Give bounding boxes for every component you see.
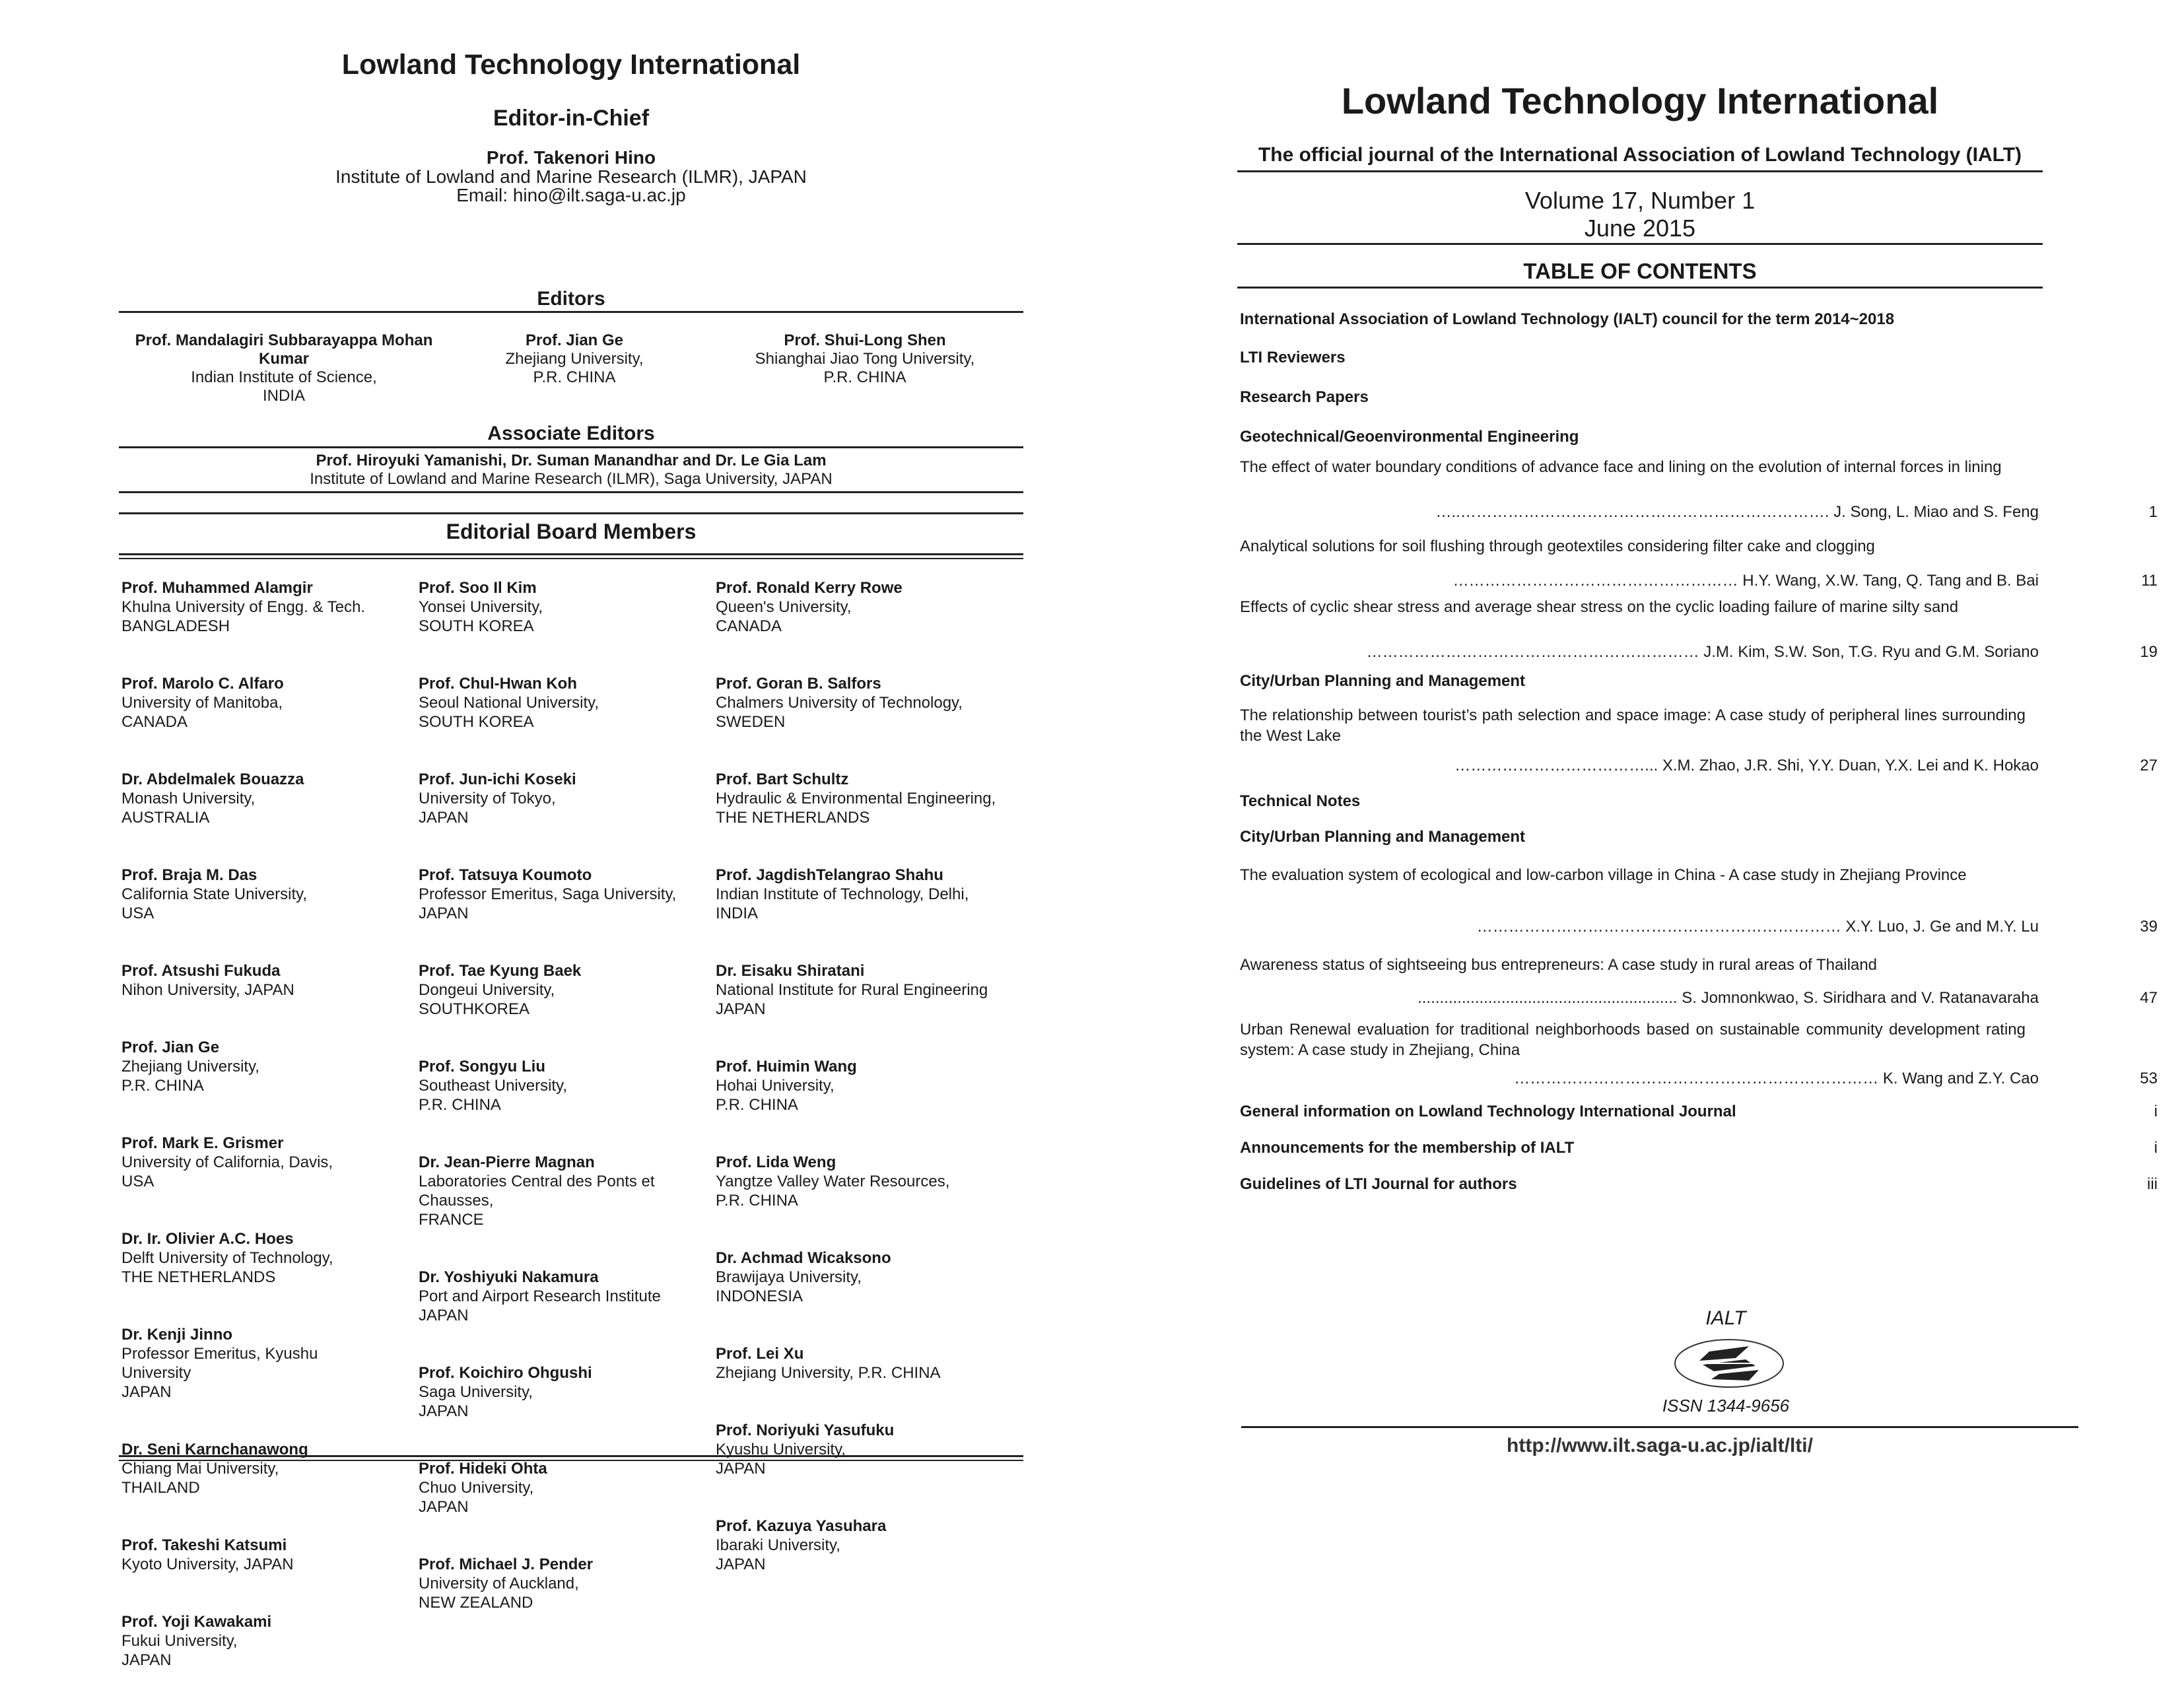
board-member-name: Prof. Huimin Wang [716, 1058, 857, 1076]
board-member-name: Dr. Jean-Pierre Magnan [419, 1153, 595, 1171]
right-page [1092, 0, 2184, 1544]
toc-section-city: City/Urban Planning and Management [1240, 828, 1526, 846]
board-member-affiliation: SOUTH KOREA [419, 617, 534, 635]
toc-paper-title[interactable]: Awareness status of sightseeing bus entrepreneurs: A case study in rural areas of Thailand [1240, 956, 1878, 974]
board-member-name: Prof. Michael J. Pender [419, 1555, 594, 1573]
board-member-affiliation: Laboratories Central des Ponts et [419, 1173, 655, 1190]
board-member-affiliation: BANGLADESH [121, 617, 230, 635]
editor-affiliation: Shianghai Jiao Tong University, [755, 350, 975, 368]
board-member [716, 1153, 1033, 1210]
board-member-affiliation: Nihon University, JAPAN [121, 981, 294, 999]
toc-paper-authors: ………………………………... X.M. Zhao, J.R. Shi, Y.Y. Duan, Y.X. Lei and K. Hokao [1454, 757, 2039, 774]
board-member-affiliation: JAPAN [419, 1307, 469, 1324]
board-member-name: Prof. Hideki Ohta [419, 1460, 547, 1478]
editor-in-chief-name: Prof. Takenori Hino [486, 147, 656, 168]
board-member-affiliation: JAPAN [716, 1000, 766, 1018]
editor-affiliation: Zhejiang University, [505, 350, 644, 368]
ialt-logo-text: IALT [1705, 1307, 1746, 1329]
board-member [121, 770, 412, 827]
editor-in-chief-email[interactable]: Email: hino@ilt.saga-u.ac.jp [456, 185, 686, 205]
editor-item [132, 331, 436, 405]
board-member-affiliation: Chausses, [419, 1192, 494, 1210]
editor-name: Prof. Jian Ge [525, 331, 624, 349]
board-member-affiliation: Chiang Mai University, [121, 1460, 279, 1478]
board-member-name: Prof. Muhammed Alamgir [121, 579, 313, 597]
toc-paper-authors: ........................................................... S. Jomnonkwao, S. Siridhara and V. Ratanavaraha [1417, 989, 2039, 1007]
board-member-name: Prof. JagdishTelangrao Shahu [716, 866, 943, 884]
editor-country: INDIA [262, 387, 305, 405]
board-member-name: Prof. Songyu Liu [419, 1058, 545, 1076]
board-member-name: Dr. Eisaku Shiratani [716, 962, 865, 980]
editor-item [469, 331, 680, 387]
board-member-affiliation: THE NETHERLANDS [121, 1268, 276, 1286]
toc-paper-title[interactable]: The relationship between tourist’s path selection and space image: A case study of peripheral lines surrounding the West Lake [1240, 706, 2026, 745]
board-column-1 [121, 578, 412, 1708]
board-column-2 [419, 578, 709, 1651]
board-member-affiliation: FRANCE [419, 1211, 484, 1229]
board-member-affiliation: Monash University, [121, 790, 256, 807]
board-member-affiliation: SOUTHKOREA [419, 1000, 530, 1018]
board-member-affiliation: Seoul National University, [419, 694, 599, 712]
board-member-affiliation: Yonsei University, [419, 598, 543, 616]
board-member [716, 1344, 1033, 1383]
official-journal-line: The official journal of the International Association of Lowland Technology (IALT) [1258, 144, 2022, 166]
board-member-name: Prof. Braja M. Das [121, 866, 257, 884]
toc-paper-title[interactable]: Urban Renewal evaluation for traditional neighborhoods based on sustainable community development rating system: A case study in Zhejiang, China [1240, 1021, 2026, 1059]
editor-name-cont: Kumar [258, 350, 310, 368]
toc-technical-notes: Technical Notes [1240, 792, 1361, 810]
journal-title: Lowland Technology International [1341, 80, 1939, 121]
toc-paper-title[interactable]: Analytical solutions for soil flushing through geotextiles considering filter cake and clogging [1240, 537, 1875, 555]
board-rule-bottom-1 [119, 1455, 1023, 1457]
board-column-3 [716, 578, 1033, 1612]
board-member [716, 1517, 1033, 1574]
board-member [716, 674, 1033, 732]
editor-country: P.R. CHINA [533, 368, 616, 386]
board-member [121, 1440, 412, 1497]
board-member-affiliation: USA [121, 1173, 154, 1190]
toc-page-number: 53 [2140, 1070, 2158, 1087]
board-heading: Editorial Board Members [446, 520, 697, 543]
editors-heading: Editors [537, 288, 605, 310]
associate-editors-names: Prof. Hiroyuki Yamanishi, Dr. Suman Manandhar and Dr. Le Gia Lam [316, 452, 827, 469]
board-member [419, 1363, 709, 1421]
toc-section-geotechnical: Geotechnical/Geoenvironmental Engineering [1240, 428, 1579, 446]
toc-paper-title[interactable]: The evaluation system of ecological and low-carbon village in China - A case study in Zhejiang Province [1240, 866, 1967, 884]
board-member-affiliation: Fukui University, [121, 1632, 238, 1650]
board-member-affiliation: SOUTH KOREA [419, 713, 534, 731]
board-member [121, 1612, 412, 1670]
board-member [419, 866, 709, 923]
board-member-affiliation: Hohai University, [716, 1077, 835, 1095]
board-member-affiliation: University [121, 1364, 191, 1382]
board-member-affiliation: THE NETHERLANDS [716, 809, 870, 827]
toc-paper-title[interactable]: Effects of cyclic shear stress and average shear stress on the cyclic loading failure of marine silty sand [1240, 598, 1959, 616]
board-member-affiliation: Delft University of Technology, [121, 1249, 333, 1267]
associate-rule-top [119, 446, 1023, 448]
board-member-affiliation: Southeast University, [419, 1077, 567, 1095]
board-member-name: Prof. Kazuya Yasuhara [716, 1517, 887, 1535]
board-member [121, 1229, 412, 1287]
board-member-affiliation: University of Tokyo, [419, 790, 556, 807]
board-member-name: Prof. Goran B. Salfors [716, 675, 881, 693]
board-member-affiliation: National Institute for Rural Engineering [716, 981, 988, 999]
ialt-emblem-icon [1673, 1337, 1785, 1390]
board-member [121, 1038, 412, 1095]
associate-editors-affiliation: Institute of Lowland and Marine Research (ILMR), Saga University, JAPAN [310, 470, 833, 488]
board-member-name: Prof. Tae Kyung Baek [419, 962, 582, 980]
board-member [121, 961, 412, 1000]
board-member-name: Prof. Lei Xu [716, 1345, 804, 1363]
board-member-name: Prof. Lida Weng [716, 1153, 836, 1171]
board-rule-bottom-2 [119, 1460, 1023, 1461]
board-member-affiliation: Indian Institute of Technology, Delhi, [716, 885, 969, 903]
board-member-affiliation: JAPAN [716, 1460, 766, 1478]
board-member [419, 578, 709, 636]
board-member [121, 1134, 412, 1191]
board-member-name: Prof. Mark E. Grismer [121, 1134, 284, 1152]
board-member-affiliation: Ibaraki University, [716, 1536, 840, 1554]
toc-paper-authors: …………………………………………………………… X.Y. Luo, J. Ge and M.Y. Lu [1476, 918, 2039, 936]
editor-country: P.R. CHINA [823, 368, 906, 386]
board-member [419, 1057, 709, 1114]
board-member-affiliation: JAPAN [419, 809, 469, 827]
board-member [419, 1268, 709, 1325]
toc-paper-authors: …..……………………………………………………………. J. Song, L. Miao and S. Feng [1435, 503, 2039, 521]
toc-paper-authors: ……………………………………………………… J.M. Kim, S.W. Son, T.G. Ryu and G.M. Soriano [1366, 643, 2039, 661]
board-member-name: Prof. Koichiro Ohgushi [419, 1364, 592, 1382]
board-member-affiliation: INDONESIA [716, 1287, 803, 1305]
board-member-name: Prof. Jun-ichi Koseki [419, 770, 576, 788]
board-member [716, 578, 1033, 636]
toc-paper-authors: ……………………………………………… H.Y. Wang, X.W. Tang, Q. Tang and B. Bai [1452, 572, 2039, 590]
board-member-affiliation: Port and Airport Research Institute [419, 1287, 661, 1305]
board-member-affiliation: THAILAND [121, 1479, 200, 1497]
toc-page-number: 39 [2140, 918, 2158, 936]
toc-guidelines[interactable]: Guidelines of LTI Journal for authors [1240, 1175, 1517, 1193]
board-member-affiliation: Saga University, [419, 1383, 533, 1401]
toc-research-papers: Research Papers [1240, 388, 1369, 406]
board-member-name: Dr. Ir. Olivier A.C. Hoes [121, 1230, 294, 1248]
toc-page-number: iii [2147, 1175, 2158, 1193]
board-rule-top [119, 512, 1023, 514]
board-member [716, 1421, 1033, 1478]
toc-paper-title[interactable]: The effect of water boundary conditions of advance face and lining on the evolution of internal forces in lining [1240, 458, 2002, 476]
board-member-affiliation: NEW ZEALAND [419, 1594, 533, 1612]
board-member-name: Prof. Takeshi Katsumi [121, 1536, 287, 1554]
board-member [419, 961, 709, 1019]
board-member-affiliation: Professor Emeritus, Saga University, [419, 885, 677, 903]
editor-in-chief-affiliation: Institute of Lowland and Marine Research (ILMR), JAPAN [335, 166, 807, 187]
board-member-affiliation: California State University, [121, 885, 307, 903]
board-member-name: Prof. Marolo C. Alfaro [121, 675, 284, 693]
board-member-affiliation: CANADA [121, 713, 188, 731]
board-member-name: Dr. Yoshiyuki Nakamura [419, 1268, 599, 1286]
board-member [121, 1536, 412, 1574]
header-rule-2 [1237, 243, 2043, 245]
board-member [716, 770, 1033, 827]
editor-item [726, 331, 1004, 387]
board-member [716, 961, 1033, 1019]
board-member-affiliation: JAPAN [121, 1383, 172, 1401]
board-member [419, 770, 709, 827]
board-member-affiliation: USA [121, 905, 154, 922]
board-member-affiliation: Professor Emeritus, Kyushu [121, 1345, 318, 1363]
toc-page-number: i [2154, 1103, 2158, 1120]
toc-reviewers[interactable]: LTI Reviewers [1240, 349, 1346, 366]
editor-name: Prof. Mandalagiri Subbarayappa Mohan [135, 331, 433, 349]
board-member [121, 866, 412, 923]
board-member-name: Prof. Soo Il Kim [419, 579, 537, 597]
left-page [0, 0, 1092, 1669]
board-member [419, 674, 709, 732]
board-member-name: Dr. Seni Karnchanawong [121, 1441, 308, 1458]
editor-in-chief-heading: Editor-in-Chief [493, 106, 650, 131]
board-member-affiliation: JAPAN [419, 1498, 469, 1516]
toc-page-number: i [2154, 1139, 2158, 1157]
board-member-affiliation: P.R. CHINA [419, 1096, 501, 1114]
board-member-affiliation: CANADA [716, 617, 782, 635]
board-member-name: Prof. Jian Ge [121, 1039, 220, 1056]
board-member-affiliation: P.R. CHINA [716, 1096, 798, 1114]
toc-page-number: 47 [2140, 989, 2158, 1007]
board-member [419, 1153, 709, 1229]
board-member-name: Prof. Yoji Kawakami [121, 1613, 272, 1631]
board-member-affiliation: Zhejiang University, P.R. CHINA [716, 1364, 941, 1382]
toc-council[interactable]: International Association of Lowland Technology (IALT) council for the term 2014~2018 [1240, 310, 1895, 328]
board-member-affiliation: Kyushu University, [716, 1441, 846, 1458]
toc-section-city: City/Urban Planning and Management [1240, 672, 1526, 690]
board-member-affiliation: JAPAN [716, 1555, 766, 1573]
journal-url-link[interactable]: http://www.ilt.saga-u.ac.jp/ialt/lti/ [1507, 1435, 1813, 1456]
toc-heading: TABLE OF CONTENTS [1523, 259, 1757, 283]
volume-number: Volume 17, Number 1 [1524, 187, 1756, 214]
editor-name: Prof. Shui-Long Shen [784, 331, 946, 349]
board-member-affiliation: JAPAN [121, 1651, 172, 1669]
associate-rule-bottom [119, 491, 1023, 493]
board-member-affiliation: Zhejiang University, [121, 1058, 259, 1076]
board-member [121, 578, 412, 636]
toc-page-number: 19 [2140, 643, 2158, 661]
editors-rule [119, 311, 1023, 313]
board-member-affiliation: JAPAN [419, 1402, 469, 1420]
toc-general-info[interactable]: General information on Lowland Technology International Journal [1240, 1103, 1736, 1120]
board-rule-mid-1 [119, 553, 1023, 555]
board-rule-mid-2 [119, 558, 1023, 559]
board-member-name: Dr. Abdelmalek Bouazza [121, 770, 304, 788]
issue-date: June 2015 [1584, 215, 1696, 242]
board-member-affiliation: Chalmers University of Technology, [716, 694, 963, 712]
board-member [419, 1555, 709, 1612]
board-member [716, 1057, 1033, 1114]
toc-page-number: 27 [2140, 757, 2158, 774]
board-member-affiliation: Yangtze Valley Water Resources, [716, 1173, 950, 1190]
board-member-affiliation: University of Auckland, [419, 1575, 579, 1592]
board-member-affiliation: Brawijaya University, [716, 1268, 862, 1286]
editors-list [119, 331, 1023, 411]
board-member-name: Prof. Chul-Hwan Koh [419, 675, 577, 693]
board-member-name: Prof. Atsushi Fukuda [121, 962, 281, 980]
toc-paper-authors: …………………………………………………………… K. Wang and Z.Y. Cao [1514, 1070, 2039, 1087]
header-rule-1 [1237, 170, 2043, 172]
board-member-affiliation: SWEDEN [716, 713, 786, 731]
journal-title: Lowland Technology International [341, 49, 801, 81]
board-member-name: Dr. Kenji Jinno [121, 1326, 233, 1344]
board-member [121, 1325, 412, 1402]
board-member [419, 1459, 709, 1517]
board-member-affiliation: P.R. CHINA [716, 1192, 798, 1210]
board-member [121, 674, 412, 732]
board-member-affiliation: JAPAN [419, 905, 469, 922]
board-member [716, 866, 1033, 923]
board-member-affiliation: Chuo University, [419, 1479, 534, 1497]
board-member-affiliation: Hydraulic & Environmental Engineering, [716, 790, 996, 807]
board-member-name: Prof. Bart Schultz [716, 770, 849, 788]
toc-page-number: 11 [2141, 572, 2158, 590]
board-member-affiliation: P.R. CHINA [121, 1077, 204, 1095]
board-member [716, 1248, 1033, 1306]
board-member-name: Prof. Noriyuki Yasufuku [716, 1421, 895, 1439]
board-member-affiliation: Dongeui University, [419, 981, 555, 999]
issn: ISSN 1344-9656 [1662, 1396, 1790, 1416]
board-member-affiliation: University of California, Davis, [121, 1153, 333, 1171]
board-member-name: Prof. Tatsuya Koumoto [419, 866, 592, 884]
footer-rule [1241, 1426, 2078, 1428]
header-rule-3 [1237, 287, 2043, 289]
board-member-affiliation: Kyoto University, JAPAN [121, 1555, 294, 1573]
board-member-affiliation: INDIA [716, 905, 759, 922]
board-member-name: Dr. Achmad Wicaksono [716, 1249, 891, 1267]
toc-announcements[interactable]: Announcements for the membership of IALT [1240, 1139, 1575, 1157]
board-member-affiliation: Khulna University of Engg. & Tech. [121, 598, 366, 616]
board-member-affiliation: University of Manitoba, [121, 694, 283, 712]
toc-page-number: 1 [2148, 503, 2158, 521]
editor-affiliation: Indian Institute of Science, [191, 368, 377, 386]
board-member-affiliation: Queen's University, [716, 598, 852, 616]
associate-editors-heading: Associate Editors [487, 423, 655, 444]
board-member-name: Prof. Ronald Kerry Rowe [716, 579, 903, 597]
board-member-affiliation: AUSTRALIA [121, 809, 210, 827]
